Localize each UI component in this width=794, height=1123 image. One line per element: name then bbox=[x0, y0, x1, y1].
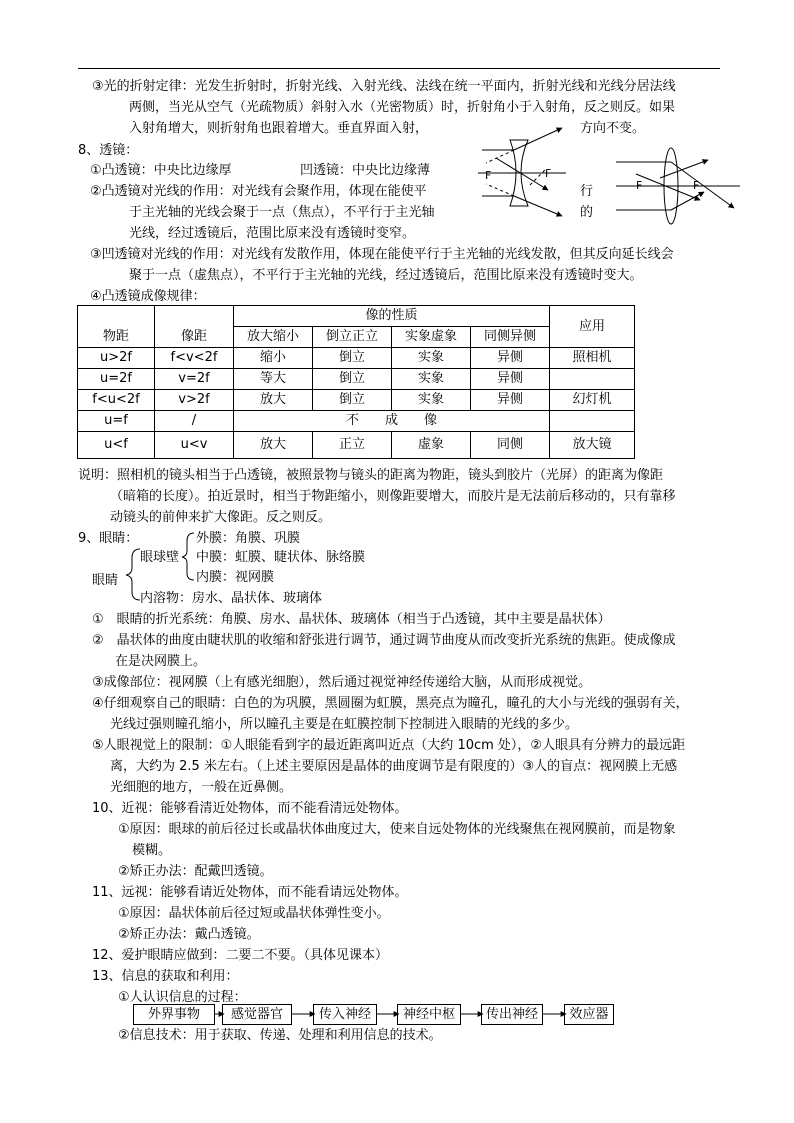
header-object-distance: 物距 bbox=[78, 327, 155, 348]
cell: 虚象 bbox=[392, 432, 471, 459]
cell: 放大 bbox=[234, 390, 313, 411]
cell: 等大 bbox=[234, 369, 313, 390]
concave-lens-effect-line-2: 聚于一点（虚焦点），不平行于主光轴的光线，经过透镜后，范围比原来没有透镜时变大。 bbox=[129, 268, 643, 283]
cell: 同侧 bbox=[471, 432, 550, 459]
convex-lens-effect-tail-1: 行 bbox=[580, 184, 594, 199]
section-12: 12、爱护眼睛应做到：二要二不要。（具体见课本） bbox=[92, 948, 389, 963]
cell: / bbox=[155, 411, 234, 432]
cell: 放大 bbox=[234, 432, 313, 459]
cell: 正立 bbox=[313, 432, 392, 459]
application-header: 应用 bbox=[550, 306, 635, 348]
imaging-site: ③成像部位：视网膜（上有感光细胞），然后通过视觉神经传递给大脑，从而形成视觉。 bbox=[92, 675, 592, 690]
cell: u<f bbox=[78, 432, 155, 459]
flow-box-external-object: 外界事物 bbox=[133, 1004, 215, 1025]
section-9-title: 9、眼睛： bbox=[78, 531, 139, 546]
section-13-title: 13、信息的获取和利用： bbox=[92, 969, 239, 984]
cell: f<u<2f bbox=[78, 390, 155, 411]
convex-lens-effect-line-1: ②凸透镜对光线的作用：对光线有会聚作用，体现在能使平 bbox=[90, 184, 427, 199]
focus-label-concave-left: F bbox=[485, 169, 492, 182]
focus-label-concave-right: F bbox=[545, 167, 552, 180]
header-image-distance: 像距 bbox=[155, 327, 234, 348]
cell: 倒立 bbox=[313, 369, 392, 390]
lens-curvature-line-1: ② 晶状体的曲度由睫状肌的收缩和舒张进行调节，通过调节曲度从而改变折光系统的焦距。使成像成 bbox=[92, 633, 676, 648]
lens-curvature-line-2: 在是决网膜上。 bbox=[115, 654, 207, 669]
observe-eye-line-2: 光线过强则瞳孔缩小，所以瞳孔主要是在虹膜控制下控制进入眼睛的光线的多少。 bbox=[110, 717, 579, 732]
eye-inner-layer: 内膜：视网膜 bbox=[196, 570, 275, 585]
header-real-virtual: 实象虚象 bbox=[392, 327, 471, 348]
myopia-cause-line-1: ①原因：眼球的前后径过长或晶状体曲度过大，使来自远处物体的光线聚焦在视网膜前，而是物象 bbox=[118, 822, 676, 837]
convex-imaging-rules-title: ④凸透镜成像规律： bbox=[90, 289, 206, 304]
refraction-law-line-2: 两侧，当光从空气（光疏物质）斜射入水（光密物质）时，折射角小于入射角，反之则反。如果 bbox=[129, 100, 676, 115]
flow-box-efferent-nerve: 传出神经 bbox=[481, 1004, 543, 1025]
image-properties-header: 像的性质 bbox=[234, 306, 550, 327]
flow-box-afferent-nerve: 传入神经 bbox=[313, 1004, 377, 1025]
cell: 缩小 bbox=[234, 348, 313, 369]
cell: 放大镜 bbox=[550, 432, 635, 459]
eye-contents: 内溶物：房水、晶状体、玻璃体 bbox=[140, 591, 323, 606]
cell: u=2f bbox=[78, 369, 155, 390]
cell: 倒立 bbox=[313, 390, 392, 411]
cell: 照相机 bbox=[550, 348, 635, 369]
note-line-2: （暗箱的长度）。拍近景时，相当于物距缩小，则像距要增大，而胶片是无法前后移动的，只有靠移 bbox=[110, 489, 676, 504]
header-orientation: 倒立正立 bbox=[313, 327, 392, 348]
cell: u<v bbox=[155, 432, 234, 459]
convex-lens-effect-line-3: 光线，经过透镜后，范围比原来没有透镜时变窄。 bbox=[129, 226, 416, 241]
convex-lens-effect-tail-2: 的 bbox=[580, 205, 594, 220]
cell: 实象 bbox=[392, 348, 471, 369]
refraction-law-line-3: 入射角增大，则折射角也跟着增大。垂直界面入射， bbox=[129, 121, 429, 136]
eye-refractive-system: ① 眼睛的折光系统：角膜、房水、晶状体、玻璃体（相当于凸透镜，其中主要是晶状体） bbox=[92, 612, 611, 627]
concave-lens-effect-line-1: ③凹透镜对光线的作用：对光线有发散作用，体现在能使平行于主光轴的光线发散，但其反向延长线会 bbox=[90, 247, 674, 262]
cell: u=f bbox=[78, 411, 155, 432]
focus-label-convex-right: F bbox=[693, 179, 700, 192]
myopia-correction: ②矫正办法：配戴凹透镜。 bbox=[118, 864, 273, 879]
cell: 实象 bbox=[392, 369, 471, 390]
flow-box-sense-organ: 感觉器官 bbox=[222, 1004, 292, 1025]
cell: 异侧 bbox=[471, 348, 550, 369]
cell: 异侧 bbox=[471, 369, 550, 390]
vision-limits-line-3: 光细胞的地方，一般在近鼻侧。 bbox=[110, 780, 293, 795]
info-technology: ②信息技术：用于获取、传递、处理和利用信息的技术。 bbox=[118, 1028, 442, 1043]
no-image-cell: 不 成 像 bbox=[234, 411, 550, 432]
concave-lens-definition: 凹透镜：中央比边缘薄 bbox=[300, 163, 431, 178]
eye-root-label: 眼睛 bbox=[92, 573, 119, 588]
cell: 幻灯机 bbox=[550, 390, 635, 411]
hyperopia-correction: ②矫正办法：戴凸透镜。 bbox=[118, 927, 260, 942]
refraction-law-line-1: ③光的折射定律：光发生折射时，折射光线、入射光线、法线在统一平面内，折射光线和光线分居法线 bbox=[92, 79, 676, 94]
cell: u>2f bbox=[78, 348, 155, 369]
section-11-title: 11、远视：能够看请近处物体，而不能看请远处物体。 bbox=[92, 885, 408, 900]
info-process-title: ①人认识信息的过程： bbox=[118, 990, 247, 1005]
note-line-3: 动镜头的前伸来扩大像距。反之则反。 bbox=[110, 510, 332, 525]
section-8-title: 8、透镜： bbox=[78, 143, 139, 158]
note-line-1: 说明：照相机的镜头相当于凸透镜，被照景物与镜头的距离为物距，镜头到胶片（光屏）的距离为像距 bbox=[78, 468, 664, 483]
cell: v>2f bbox=[155, 390, 234, 411]
cell: 实象 bbox=[392, 390, 471, 411]
vision-limits-line-2: 离，大约为 2.5 米左右。（上述主要原因是晶体的曲度调节是有限度的）③人的盲点：视网膜上无感 bbox=[110, 759, 678, 774]
focus-label-convex-left: F bbox=[636, 179, 643, 192]
cell: v=2f bbox=[155, 369, 234, 390]
section-10-title: 10、近视：能够看清近处物体，而不能看清远处物体。 bbox=[92, 801, 408, 816]
observe-eye-line-1: ④仔细观察自己的眼睛：白色的为巩膜，黑圆圈为虹膜，黑亮点为瞳孔，瞳孔的大小与光线的强弱有关， bbox=[92, 696, 689, 711]
hyperopia-cause: ①原因：晶状体前后径过短或晶状体弹性变小。 bbox=[118, 906, 390, 921]
header-magnification: 放大缩小 bbox=[234, 327, 313, 348]
flow-box-nerve-center: 神经中枢 bbox=[397, 1004, 461, 1025]
vision-limits-line-1: ⑤人眼视觉上的限制：①人眼能看到字的最近距离叫近点（大约 10cm 处），②人眼具有分辨力的最远距 bbox=[92, 738, 686, 753]
eye-outer-layer: 外膜：角膜、巩膜 bbox=[196, 531, 301, 546]
refraction-law-line-3-tail: 方向不变。 bbox=[580, 121, 646, 136]
eye-middle-layer: 中膜：虹膜、睫状体、脉络膜 bbox=[196, 550, 366, 565]
header-side: 同侧异侧 bbox=[471, 327, 550, 348]
convex-lens-effect-line-2: 于主光轴的光线会聚于一点（焦点），不平行于主光轴 bbox=[129, 205, 435, 220]
cell: 倒立 bbox=[313, 348, 392, 369]
myopia-cause-line-2: 模糊。 bbox=[132, 843, 172, 858]
flow-box-effector: 效应器 bbox=[564, 1004, 614, 1025]
cell: f<v<2f bbox=[155, 348, 234, 369]
eye-wall-label: 眼球壁 bbox=[140, 550, 180, 565]
convex-lens-definition: ①凸透镜：中央比边缘厚 bbox=[90, 163, 232, 178]
cell: 异侧 bbox=[471, 390, 550, 411]
